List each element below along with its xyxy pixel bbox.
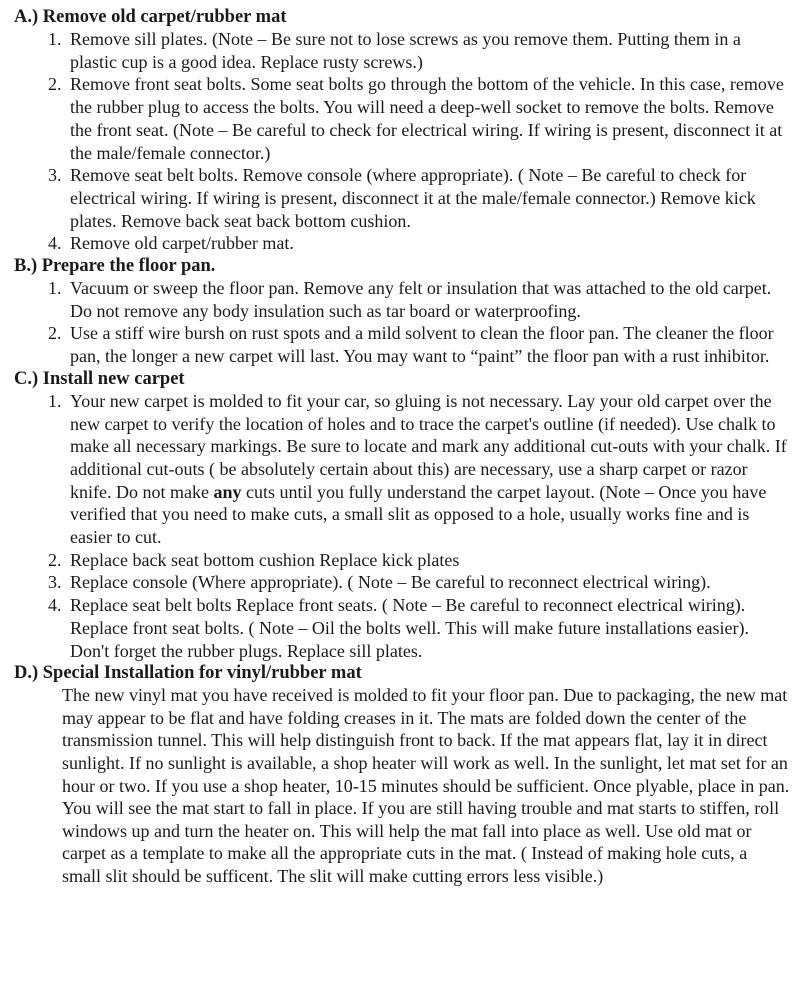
section-d-heading: D.) Special Installation for vinyl/rubber mat: [14, 663, 362, 684]
emphasis-text: any: [213, 481, 242, 502]
list-item: 2. Use a stiff wire bursh on rust spots and a mild solvent to clean the floor pan. The cleaner the floor pan, the longer a new carpet will last. You may want to “paint” the floor pan with a rust inhibitor.: [66, 322, 790, 367]
section-c-list: [14, 390, 790, 662]
list-item: 1. Remove sill plates. (Note – Be sure not to lose screws as you remove them. Putting them in a plastic cup is a good idea. Replace rusty screws.): [66, 28, 790, 73]
section-c-heading: C.) Install new carpet: [14, 368, 185, 389]
list-item: 1. Vacuum or sweep the floor pan. Remove any felt or insulation that was attached to the old carpet. Do not remove any body insulation such as tar board or waterproofing.: [66, 277, 790, 322]
list-item: 4. Remove old carpet/rubber mat.: [66, 232, 790, 255]
item-text: Your new carpet is molded to fit your car, so gluing is not necessary. Lay your old carpet over the new carpet to verify the location of holes and to trace the carpet's outline (if needed). Use chalk to make all necessary markings. Be sure to locate and mark any additional cut-outs with your chalk. If additional cut-outs ( be absolutely certain about this) are necessary, use a sharp carpet or razor knife. Do not make: [70, 390, 787, 502]
list-item: [66, 390, 790, 549]
section-a-list: [14, 28, 790, 255]
section-b-heading: B.) Prepare the floor pan.: [14, 256, 216, 277]
list-item: 2. Remove front seat bolts. Some seat bolts go through the bottom of the vehicle. In this case, remove the rubber plug to access the bolts. You will need a deep-well socket to remove the bolts. Remove the front seat. (Note – Be careful to check for electrical wiring. If wiring is present, disconnect it at the male/female connector.): [66, 73, 790, 164]
section-b-list: [14, 277, 790, 368]
list-item: 4. Replace seat belt bolts Replace front seats. ( Note – Be careful to reconnect electrical wiring). Replace front seat bolts. ( Note – Oil the bolts well. This will make future installations easier). Don't forget the rubber plugs. Replace sill plates.: [66, 594, 790, 662]
section-d-paragraph: The new vinyl mat you have received is molded to fit your floor pan. Due to packaging, the new mat may appear to be flat and have folding creases in it. The mats are folded down the center of the transmission tunnel. This will help distinguish front to back. If the mat appears flat, lay it in direct sunlight. If no sunlight is available, a shop heater will work as well. In the sunlight, let mat set for an hour or two. If you use a shop heater, 10-15 minutes should be sufficient. Once plyable, place in pan. You will see the mat start to fall in place. If you are still having trouble and mat starts to stiffen, roll windows up and turn the heater on. This will help the mat fall into place as well. Use old mat or carpet as a template to make all the appropriate cuts in the mat. ( Instead of making hole cuts, a small slit should be sufficent. The slit will make cutting errors less visible.): [62, 685, 790, 887]
list-item: 3. Replace console (Where appropriate). ( Note – Be careful to reconnect electrical wiring).: [66, 571, 790, 594]
list-item: 2. Replace back seat bottom cushion Replace kick plates: [66, 549, 790, 572]
section-a-heading: A.) Remove old carpet/rubber mat: [14, 7, 287, 27]
item-text: cuts until you fully understand the carpet layout. (Note – Once you have verified that you need to make cuts, a small slit as opposed to a hole, usually works fine and is easier to cut.: [70, 481, 767, 548]
list-item: 3. Remove seat belt bolts. Remove console (where appropriate). ( Note – Be careful to check for electrical wiring. If wiring is present, disconnect it at the male/female connector.) Remove kick plates. Remove back seat back bottom cushion.: [66, 164, 790, 232]
